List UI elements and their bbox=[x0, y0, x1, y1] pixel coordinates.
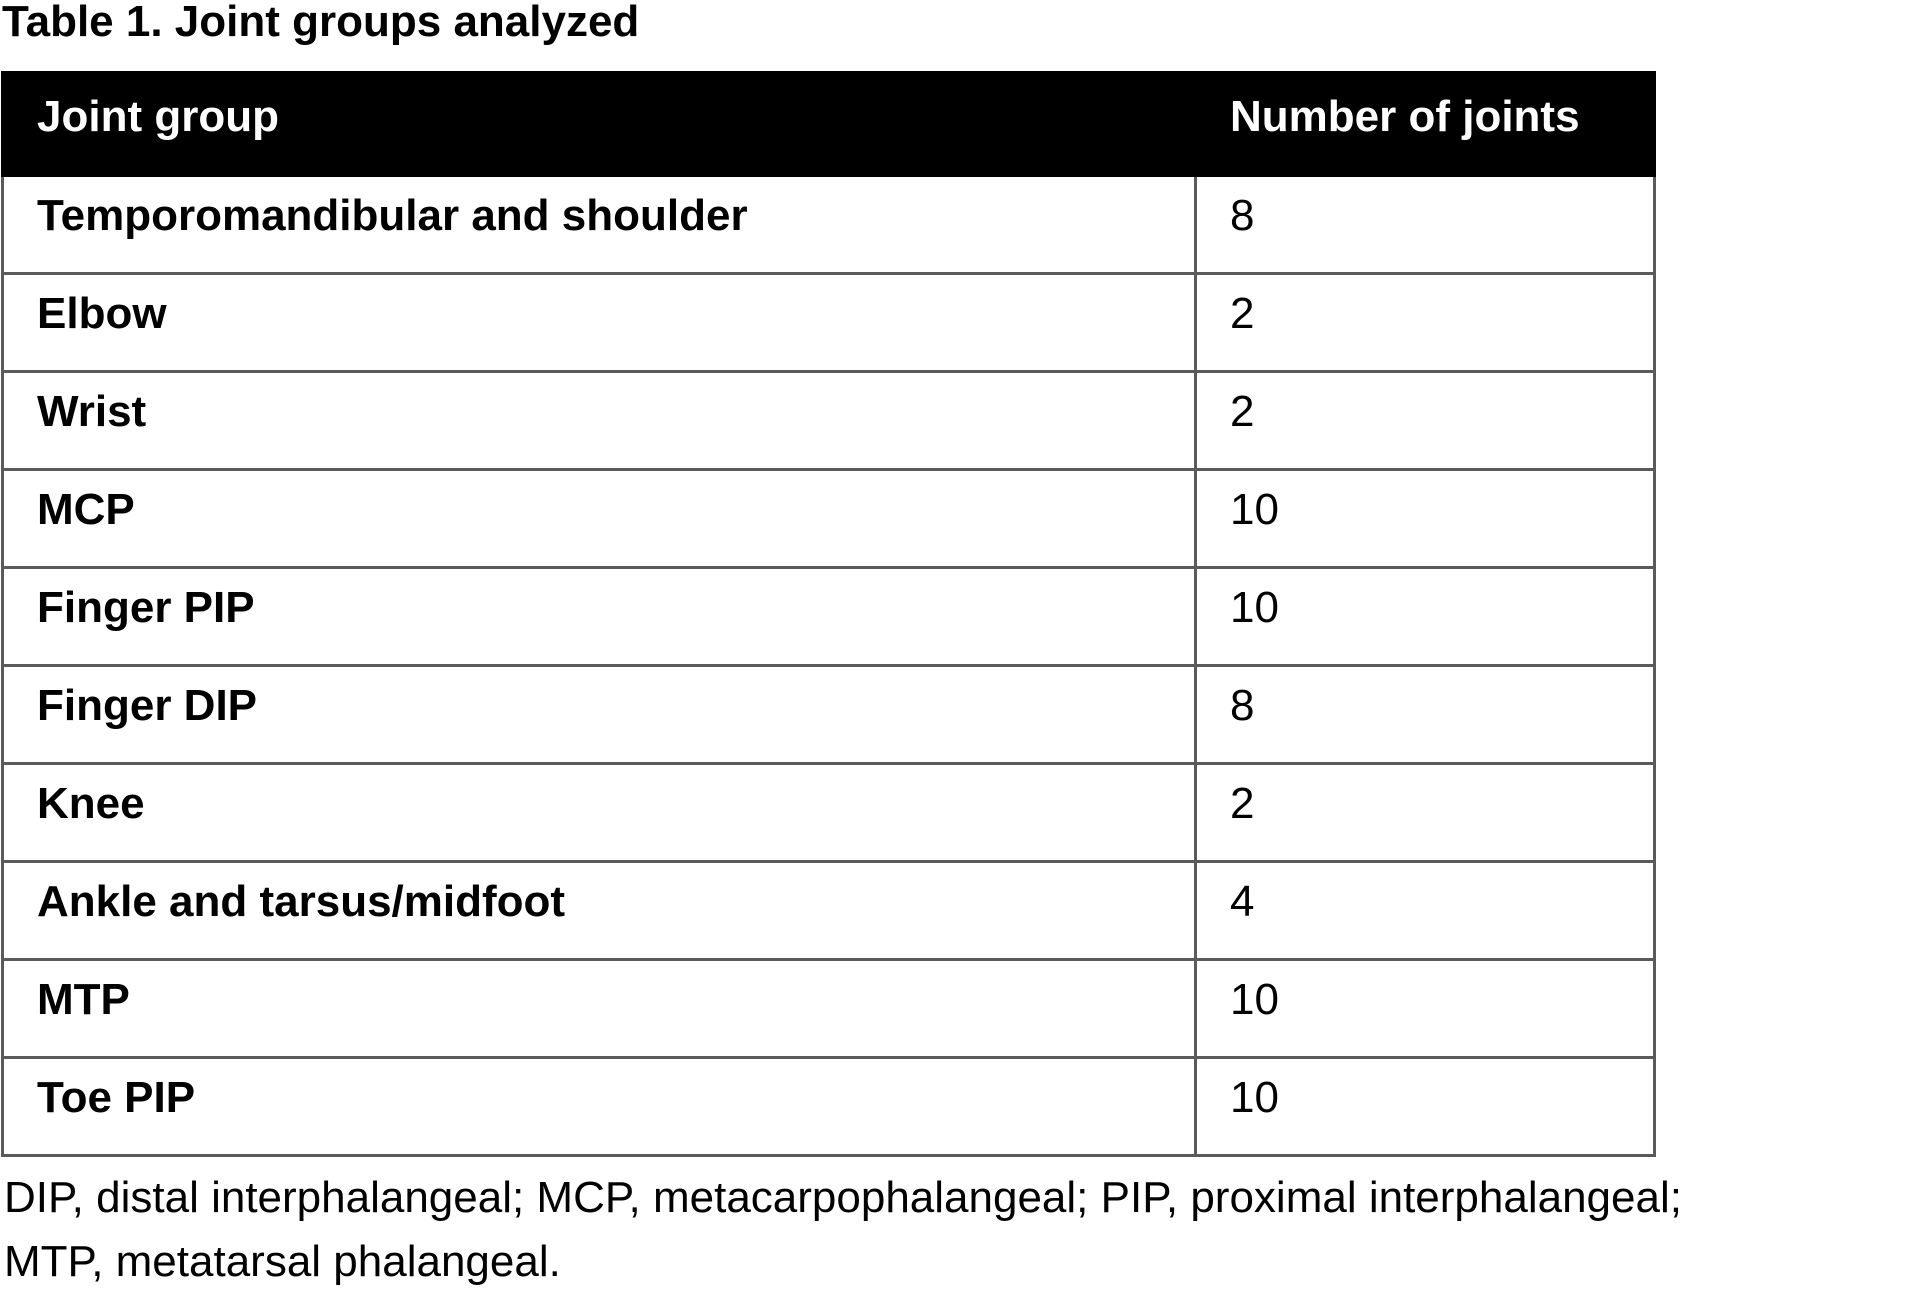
footnote-line-1: DIP, distal interphalangeal; MCP, metacarpophalangeal; PIP, proximal interphalangeal; bbox=[4, 1173, 1682, 1222]
footnote-line-2: MTP, metatarsal phalangeal. bbox=[4, 1237, 561, 1286]
table-row bbox=[3, 274, 1655, 372]
joint-group-cell: Ankle and tarsus/midfoot bbox=[3, 862, 1196, 960]
table-row bbox=[3, 568, 1655, 666]
joint-count-cell: 10 bbox=[1196, 470, 1655, 568]
table-row bbox=[3, 862, 1655, 960]
joint-count-cell: 2 bbox=[1196, 372, 1655, 470]
joint-count-cell: 2 bbox=[1196, 764, 1655, 862]
table-row bbox=[3, 176, 1655, 274]
table-header-row bbox=[3, 73, 1655, 176]
joint-count-cell: 10 bbox=[1196, 960, 1655, 1058]
table-row bbox=[3, 764, 1655, 862]
table-caption: Table 1. Joint groups analyzed bbox=[2, 0, 640, 46]
table-row bbox=[3, 666, 1655, 764]
joint-count-cell: 8 bbox=[1196, 176, 1655, 274]
joint-group-cell: Elbow bbox=[3, 274, 1196, 372]
joint-group-cell: MCP bbox=[3, 470, 1196, 568]
joint-count-cell: 2 bbox=[1196, 274, 1655, 372]
joint-group-cell: Finger DIP bbox=[3, 666, 1196, 764]
joint-group-cell: Toe PIP bbox=[3, 1058, 1196, 1156]
table-row bbox=[3, 470, 1655, 568]
joint-group-cell: Finger PIP bbox=[3, 568, 1196, 666]
joint-group-cell: Temporomandibular and shoulder bbox=[3, 176, 1196, 274]
table-footnote bbox=[4, 1166, 1914, 1294]
table-row bbox=[3, 1058, 1655, 1156]
joint-group-cell: Wrist bbox=[3, 372, 1196, 470]
joint-count-cell: 10 bbox=[1196, 1058, 1655, 1156]
joint-groups-table bbox=[1, 71, 1656, 1157]
joint-count-cell: 8 bbox=[1196, 666, 1655, 764]
column-header-joint-group: Joint group bbox=[3, 73, 1196, 176]
joint-count-cell: 4 bbox=[1196, 862, 1655, 960]
joint-group-cell: Knee bbox=[3, 764, 1196, 862]
column-header-number-of-joints: Number of joints bbox=[1196, 73, 1655, 176]
table-row bbox=[3, 960, 1655, 1058]
joint-count-cell: 10 bbox=[1196, 568, 1655, 666]
table-row bbox=[3, 372, 1655, 470]
joint-group-cell: MTP bbox=[3, 960, 1196, 1058]
